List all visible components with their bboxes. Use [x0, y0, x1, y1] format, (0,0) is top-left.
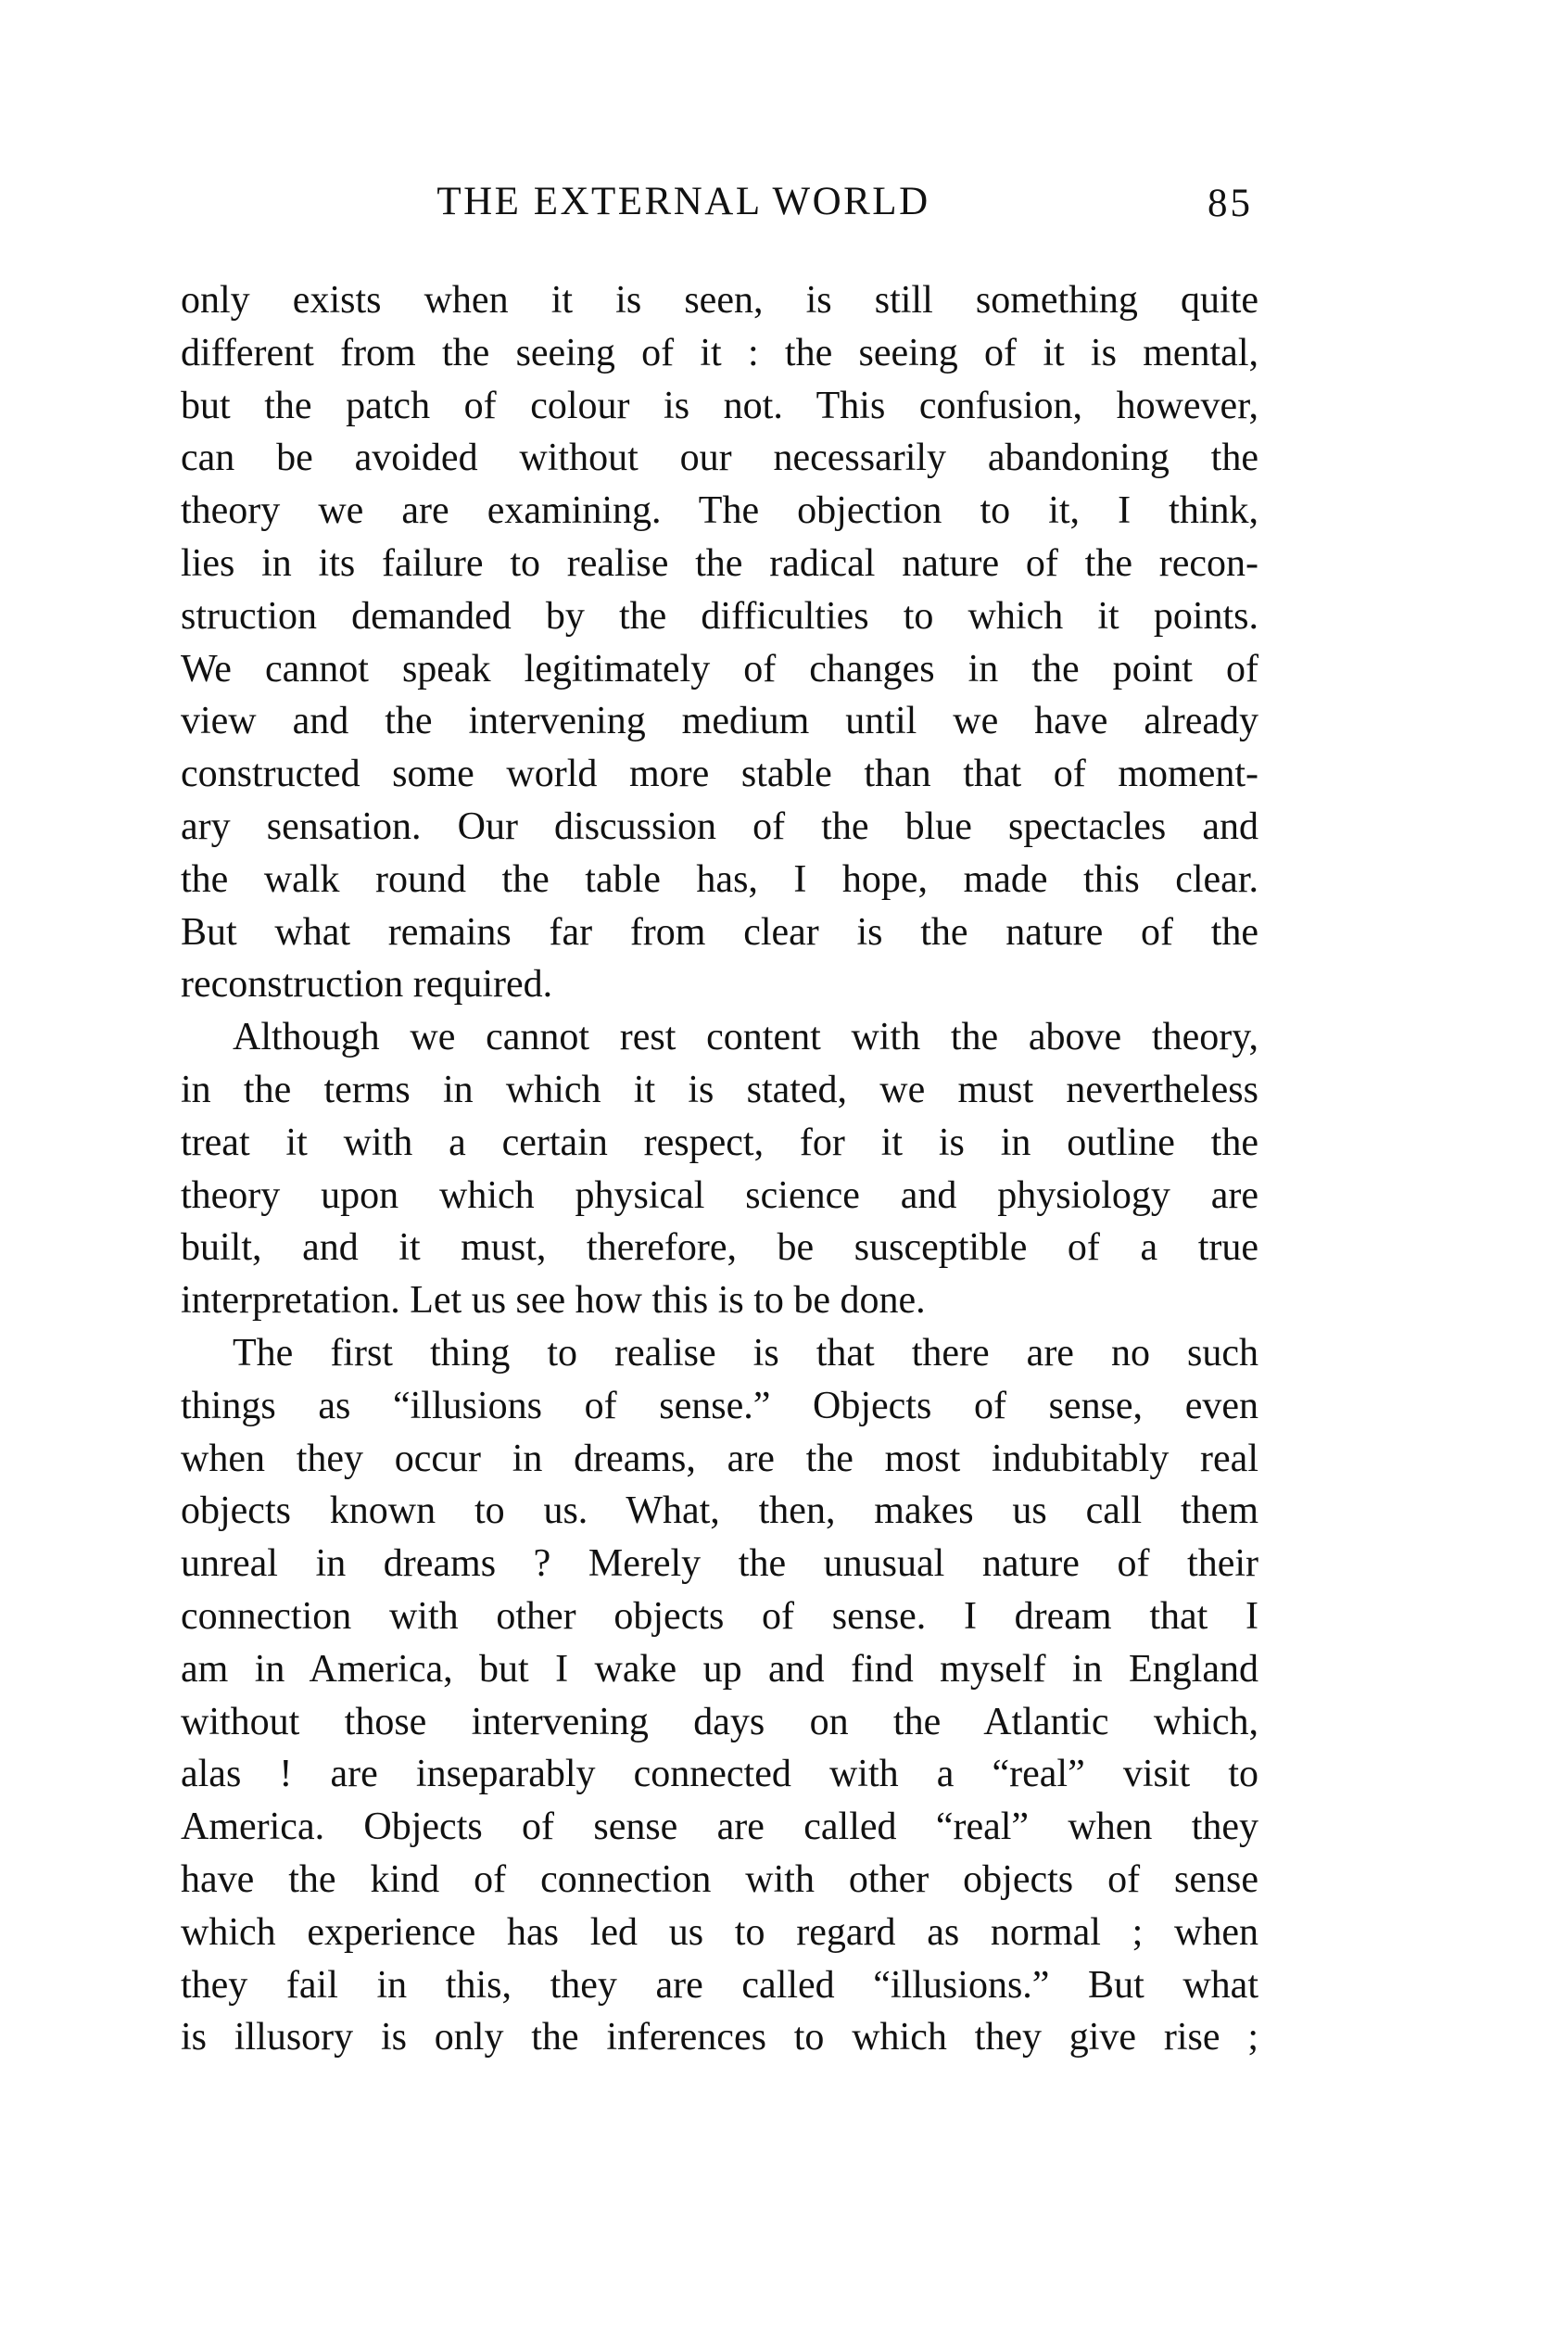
text-line: constructed some world more stable than that of moment-	[181, 753, 1258, 796]
text-line: America. Objects of sense are called “real” when they	[181, 1806, 1258, 1849]
text-line: interpretation. Let us see how this is to be done.	[181, 1279, 926, 1323]
running-title	[181, 174, 1260, 230]
text-line: treat it with a certain respect, for it is in outline the	[181, 1121, 1258, 1164]
paragraph-2	[181, 1011, 1258, 1327]
text-line: lies in its failure to realise the radical nature of the recon-	[181, 541, 1258, 585]
text-line: unreal in dreams ? Merely the unusual nature of their	[181, 1542, 1258, 1586]
text-line: things as “illusions of sense.” Objects of sense, even	[181, 1384, 1258, 1427]
text-line: Although we cannot rest content with the above theory,	[233, 1016, 1258, 1059]
text-line: without those intervening days on the Atlantic which,	[181, 1700, 1258, 1743]
text-line: connection with other objects of sense. I dream that I	[181, 1594, 1258, 1638]
running-title-text: THE EXTERNAL WORLD	[436, 180, 930, 223]
text-line: when they occur in dreams, are the most indubitably real	[181, 1437, 1258, 1480]
text-line: alas ! are inseparably connected with a “real” visit to	[181, 1753, 1258, 1796]
text-line: theory we are examining. The objection to it, I think,	[181, 489, 1258, 533]
text-line: The first thing to realise is that there are no such	[233, 1331, 1258, 1375]
text-line: But what remains far from clear is the nature of the	[181, 910, 1258, 954]
text-line: view and the intervening medium until we have already	[181, 700, 1258, 743]
text-line: theory upon which physical science and physiology are	[181, 1173, 1258, 1217]
text-line: am in America, but I wake up and find myself in England	[181, 1647, 1258, 1691]
text-line: objects known to us. What, then, makes us call them	[181, 1489, 1258, 1533]
text-line: ary sensation. Our discussion of the blue spectacles and	[181, 805, 1258, 848]
text-line: only exists when it is seen, is still something quite	[181, 279, 1258, 322]
text-line: the walk round the table has, I hope, made this clear.	[181, 857, 1258, 901]
text-line: built, and it must, therefore, be susceptible of a true	[181, 1226, 1258, 1270]
paragraph-1	[181, 274, 1258, 1011]
text-line: struction demanded by the difficulties to which it points.	[181, 594, 1258, 638]
text-line: can be avoided without our necessarily abandoning the	[181, 437, 1258, 480]
text-line: but the patch of colour is not. This confusion, however,	[181, 384, 1258, 427]
body-text	[181, 274, 1258, 2064]
running-head	[181, 174, 1260, 230]
text-line: in the terms in which it is stated, we must nevertheless	[181, 1068, 1258, 1111]
text-line: is illusory is only the inferences to which they give rise ;	[181, 2016, 1258, 2059]
text-line: different from the seeing of it : the seeing of it is mental,	[181, 331, 1258, 374]
text-line: they fail in this, they are called “illusions.” But what	[181, 1963, 1258, 2007]
page-number: 85	[1208, 182, 1253, 225]
text-line: reconstruction required.	[181, 963, 553, 1007]
paragraph-3	[181, 1327, 1258, 2064]
text-line: We cannot speak legitimately of changes in the point of	[181, 647, 1258, 691]
text-line: have the kind of connection with other objects of sense	[181, 1857, 1258, 1901]
text-line: which experience has led us to regard as normal ; when	[181, 1910, 1258, 1954]
